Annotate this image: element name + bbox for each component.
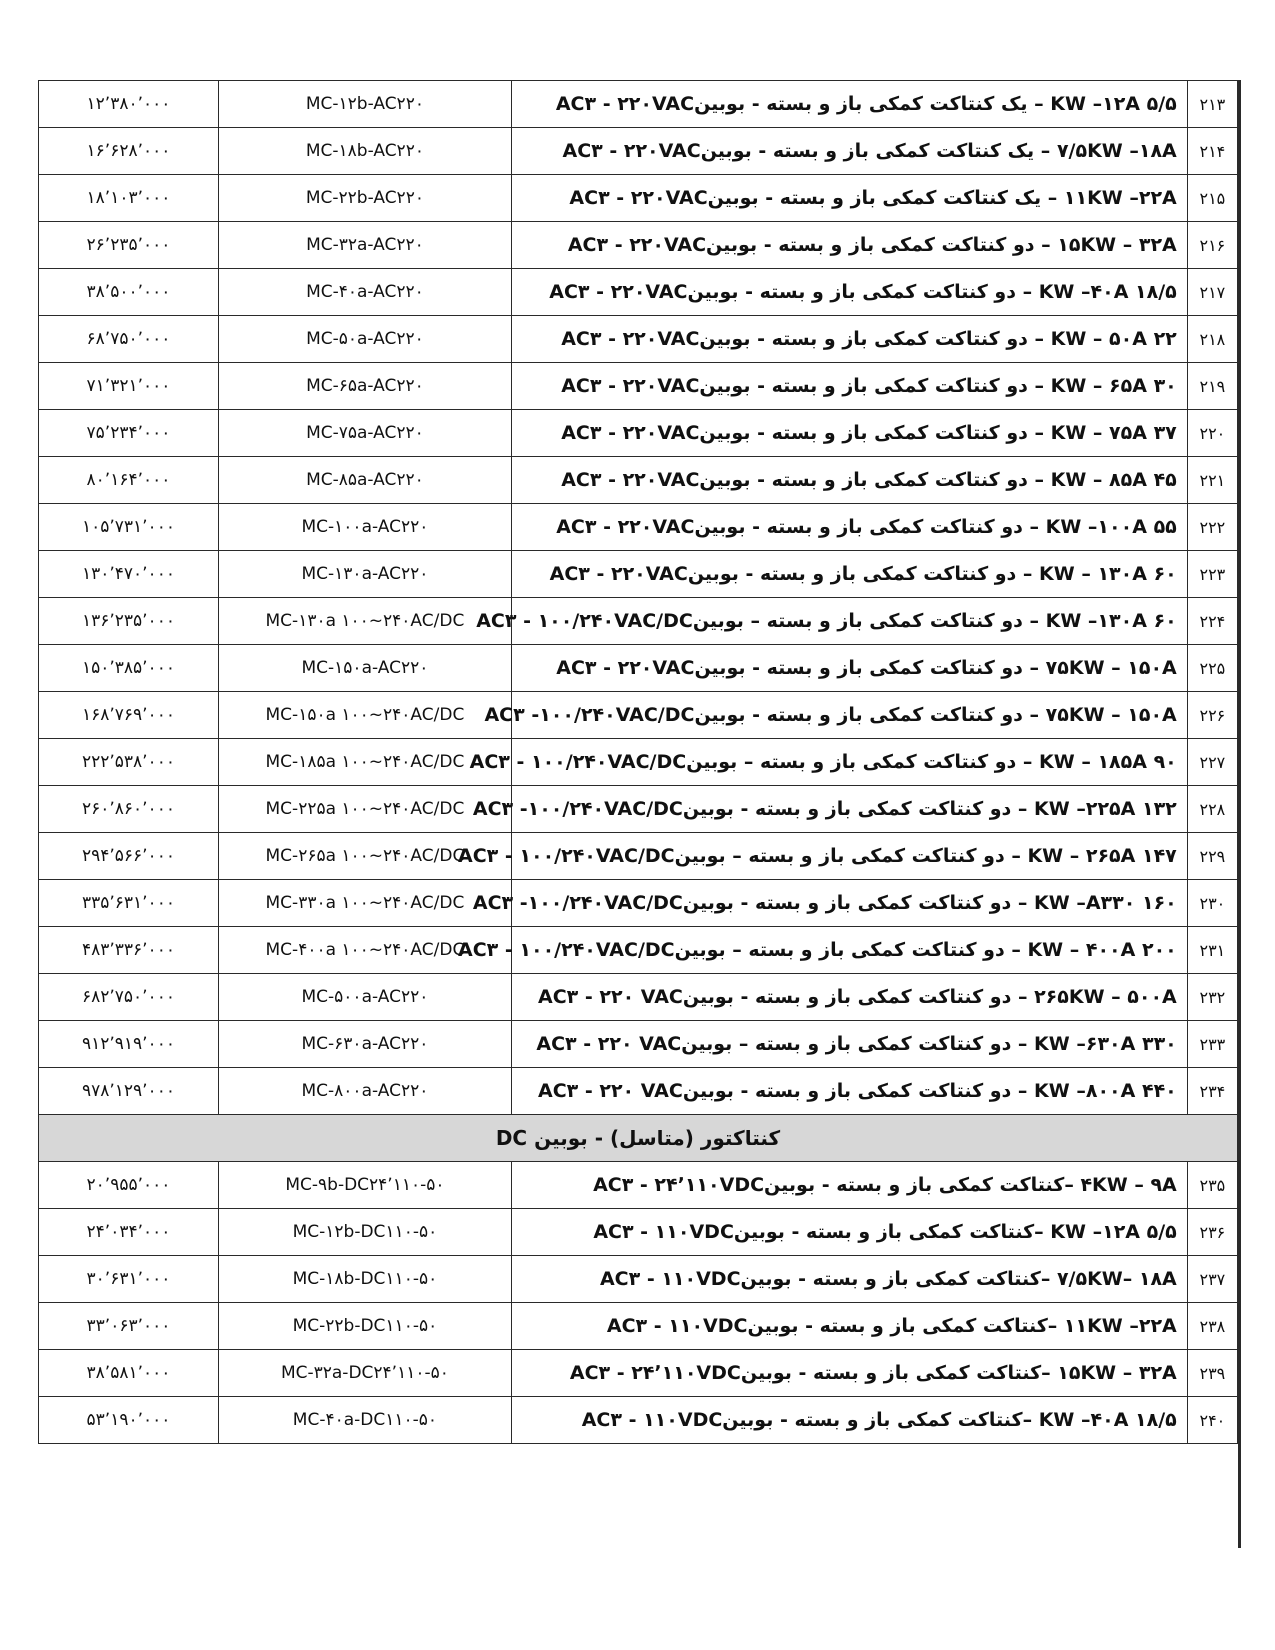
price-cell: ۳۸٬۵۰۰٬۰۰۰ xyxy=(39,269,219,316)
table-row xyxy=(39,786,1238,833)
table-section-dc xyxy=(39,1115,1238,1162)
price-cell: ۷۵٬۲۳۴٬۰۰۰ xyxy=(39,410,219,457)
model-code-cell: MC-۸۵a-AC۲۲۰ xyxy=(218,457,511,504)
row-number-cell: ۲۳۹ xyxy=(1187,1350,1237,1397)
row-number-cell: ۲۳۴ xyxy=(1187,1068,1237,1115)
model-code-cell: MC-۵۰a-AC۲۲۰ xyxy=(218,316,511,363)
table-row xyxy=(39,1397,1238,1444)
price-cell: ۲۶۰٬۸۶۰٬۰۰۰ xyxy=(39,786,219,833)
description-cell: ۱۵KW – ۳۲A –کنتاکت کمکی باز و بسته - بوبینAC۳ - ۲۴٬۱۱۰VDC xyxy=(511,1350,1187,1397)
description-cell: ۹۰ KW – ۱۸۵A – دو کنتاکت کمکی باز و بسته – بوبینAC۳ - ۱۰۰/۲۴۰VAC/DC xyxy=(511,739,1187,786)
description-cell: ۱۸/۵ KW –۴۰A –کنتاکت کمکی باز و بسته - بوبینAC۳ - ۱۱۰VDC xyxy=(511,1397,1187,1444)
model-code-cell: MC-۱۳۰a ۱۰۰~۲۴۰AC/DC xyxy=(218,598,511,645)
table-row xyxy=(39,1256,1238,1303)
table-row xyxy=(39,457,1238,504)
price-cell: ۱۶٬۶۲۸٬۰۰۰ xyxy=(39,128,219,175)
description-cell: ۲۰۰ KW – ۴۰۰A – دو کنتاکت کمکی باز و بسته – بوبینAC۳ - ۱۰۰/۲۴۰VAC/DC xyxy=(511,927,1187,974)
model-code-cell: MC-۶۳۰a-AC۲۲۰ xyxy=(218,1021,511,1068)
model-code-cell: MC-۳۲a-DC۲۴٬۱۱۰-۵۰ xyxy=(218,1350,511,1397)
row-number-cell: ۲۲۶ xyxy=(1187,692,1237,739)
description-cell: ۱۸/۵ KW –۴۰A – دو کنتاکت کمکی باز و بسته - بوبینAC۳ - ۲۲۰VAC xyxy=(511,269,1187,316)
price-cell: ۹۱۲٬۹۱۹٬۰۰۰ xyxy=(39,1021,219,1068)
price-cell: ۵۳٬۱۹۰٬۰۰۰ xyxy=(39,1397,219,1444)
table-row xyxy=(39,598,1238,645)
model-code-cell: MC-۳۳۰a ۱۰۰~۲۴۰AC/DC xyxy=(218,880,511,927)
table-row xyxy=(39,269,1238,316)
description-cell: ۷۵KW – ۱۵۰A – دو کنتاکت کمکی باز و بسته - بوبینAC۳ -۱۰۰/۲۴۰VAC/DC xyxy=(511,692,1187,739)
model-code-cell: MC-۱۲b-DC۱۱۰-۵۰ xyxy=(218,1209,511,1256)
model-code-cell: MC-۲۲۵a ۱۰۰~۲۴۰AC/DC xyxy=(218,786,511,833)
description-cell: ۲۶۵KW – ۵۰۰A – دو کنتاکت کمکی باز و بسته - بوبینAC۳ - ۲۲۰ VAC xyxy=(511,974,1187,1021)
model-code-cell: MC-۱۲b-AC۲۲۰ xyxy=(218,81,511,128)
description-cell: ۷/۵KW– ۱۸A –کنتاکت کمکی باز و بسته - بوبینAC۳ - ۱۱۰VDC xyxy=(511,1256,1187,1303)
table-row xyxy=(39,1021,1238,1068)
model-code-cell: MC-۱۵۰a-AC۲۲۰ xyxy=(218,645,511,692)
row-number-cell: ۲۱۶ xyxy=(1187,222,1237,269)
model-code-cell: MC-۷۵a-AC۲۲۰ xyxy=(218,410,511,457)
price-cell: ۳۳۵٬۶۳۱٬۰۰۰ xyxy=(39,880,219,927)
price-cell: ۶۸۲٬۷۵۰٬۰۰۰ xyxy=(39,974,219,1021)
price-cell: ۲۹۴٬۵۶۶٬۰۰۰ xyxy=(39,833,219,880)
price-list-sheet xyxy=(38,80,1238,1444)
price-cell: ۱۰۵٬۷۳۱٬۰۰۰ xyxy=(39,504,219,551)
table-row xyxy=(39,692,1238,739)
description-cell: ۵۵ KW –۱۰۰A – دو کنتاکت کمکی باز و بسته - بوبینAC۳ - ۲۲۰VAC xyxy=(511,504,1187,551)
table-row xyxy=(39,1350,1238,1397)
description-cell: ۵/۵ KW –۱۲A – یک کنتاکت کمکی باز و بسته - بوبینAC۳ - ۲۲۰VAC xyxy=(511,81,1187,128)
price-cell: ۷۱٬۳۲۱٬۰۰۰ xyxy=(39,363,219,410)
description-cell: ۵/۵ KW –۱۲A –کنتاکت کمکی باز و بسته - بوبینAC۳ - ۱۱۰VDC xyxy=(511,1209,1187,1256)
row-number-cell: ۲۳۳ xyxy=(1187,1021,1237,1068)
row-number-cell: ۲۳۲ xyxy=(1187,974,1237,1021)
table-row xyxy=(39,128,1238,175)
price-cell: ۸۰٬۱۶۴٬۰۰۰ xyxy=(39,457,219,504)
description-cell: ۶۰ KW – ۱۳۰A – دو کنتاکت کمکی باز و بسته - بوبینAC۳ - ۲۲۰VAC xyxy=(511,551,1187,598)
row-number-cell: ۲۱۴ xyxy=(1187,128,1237,175)
row-number-cell: ۲۴۰ xyxy=(1187,1397,1237,1444)
model-code-cell: MC-۱۵۰a ۱۰۰~۲۴۰AC/DC xyxy=(218,692,511,739)
price-cell: ۱۵۰٬۳۸۵٬۰۰۰ xyxy=(39,645,219,692)
description-cell: ۱۶۰ KW –A۳۳۰ – دو کنتاکت کمکی باز و بسته - بوبینAC۳ -۱۰۰/۲۴۰VAC/DC xyxy=(511,880,1187,927)
price-cell: ۳۰٬۶۳۱٬۰۰۰ xyxy=(39,1256,219,1303)
row-number-cell: ۲۱۳ xyxy=(1187,81,1237,128)
table-row xyxy=(39,222,1238,269)
price-cell: ۳۳٬۰۶۳٬۰۰۰ xyxy=(39,1303,219,1350)
row-number-cell: ۲۳۵ xyxy=(1187,1162,1237,1209)
description-cell: ۳۰ KW – ۶۵A – دو کنتاکت کمکی باز و بسته - بوبینAC۳ - ۲۲۰VAC xyxy=(511,363,1187,410)
row-number-cell: ۲۳۸ xyxy=(1187,1303,1237,1350)
row-number-cell: ۲۱۷ xyxy=(1187,269,1237,316)
price-cell: ۱۶۸٬۷۶۹٬۰۰۰ xyxy=(39,692,219,739)
price-cell: ۲۶٬۲۳۵٬۰۰۰ xyxy=(39,222,219,269)
price-cell: ۱۸٬۱۰۳٬۰۰۰ xyxy=(39,175,219,222)
section-title: کنتاکتور (متاسل) - بوبین DC xyxy=(39,1115,1238,1162)
model-code-cell: MC-۱۳۰a-AC۲۲۰ xyxy=(218,551,511,598)
description-cell: ۱۴۷ KW – ۲۶۵A – دو کنتاکت کمکی باز و بسته – بوبینAC۳ - ۱۰۰/۲۴۰VAC/DC xyxy=(511,833,1187,880)
row-number-cell: ۲۳۶ xyxy=(1187,1209,1237,1256)
description-cell: ۴۴۰ KW –۸۰۰A – دو کنتاکت کمکی باز و بسته - بوبینAC۳ - ۲۲۰ VAC xyxy=(511,1068,1187,1115)
row-number-cell: ۲۲۷ xyxy=(1187,739,1237,786)
table-body-dc xyxy=(39,1162,1238,1444)
row-number-cell: ۲۲۰ xyxy=(1187,410,1237,457)
description-cell: ۴KW – ۹A –کنتاکت کمکی باز و بسته - بوبینAC۳ - ۲۴٬۱۱۰VDC xyxy=(511,1162,1187,1209)
description-cell: ۷۵KW – ۱۵۰A – دو کنتاکت کمکی باز و بسته - بوبینAC۳ - ۲۲۰VAC xyxy=(511,645,1187,692)
description-cell: ۱۱KW –۲۲A – یک کنتاکت کمکی باز و بسته - بوبینAC۳ - ۲۲۰VAC xyxy=(511,175,1187,222)
table-row xyxy=(39,81,1238,128)
model-code-cell: MC-۱۰۰a-AC۲۲۰ xyxy=(218,504,511,551)
section-header-row xyxy=(39,1115,1238,1162)
model-code-cell: MC-۱۸b-AC۲۲۰ xyxy=(218,128,511,175)
price-cell: ۴۸۳٬۳۳۶٬۰۰۰ xyxy=(39,927,219,974)
table-row xyxy=(39,1303,1238,1350)
model-code-cell: MC-۸۰۰a-AC۲۲۰ xyxy=(218,1068,511,1115)
model-code-cell: MC-۶۵a-AC۲۲۰ xyxy=(218,363,511,410)
table-body-ac xyxy=(39,81,1238,1115)
description-cell: ۴۵ KW – ۸۵A – دو کنتاکت کمکی باز و بسته - بوبینAC۳ - ۲۲۰VAC xyxy=(511,457,1187,504)
row-number-cell: ۲۲۲ xyxy=(1187,504,1237,551)
description-cell: ۱۱KW –۲۲A –کنتاکت کمکی باز و بسته - بوبینAC۳ - ۱۱۰VDC xyxy=(511,1303,1187,1350)
model-code-cell: MC-۴۰a-DC۱۱۰-۵۰ xyxy=(218,1397,511,1444)
model-code-cell: MC-۲۶۵a ۱۰۰~۲۴۰AC/DC xyxy=(218,833,511,880)
table-row xyxy=(39,833,1238,880)
table-row xyxy=(39,551,1238,598)
price-cell: ۳۸٬۵۸۱٬۰۰۰ xyxy=(39,1350,219,1397)
model-code-cell: MC-۵۰۰a-AC۲۲۰ xyxy=(218,974,511,1021)
row-number-cell: ۲۲۳ xyxy=(1187,551,1237,598)
table-row xyxy=(39,175,1238,222)
description-cell: ۳۳۰ KW –۶۳۰A – دو کنتاکت کمکی باز و بسته – بوبینAC۳ - ۲۲۰ VAC xyxy=(511,1021,1187,1068)
row-number-cell: ۲۲۴ xyxy=(1187,598,1237,645)
table-row xyxy=(39,1068,1238,1115)
row-number-cell: ۲۱۸ xyxy=(1187,316,1237,363)
price-cell: ۶۸٬۷۵۰٬۰۰۰ xyxy=(39,316,219,363)
model-code-cell: MC-۲۲b-DC۱۱۰-۵۰ xyxy=(218,1303,511,1350)
model-code-cell: MC-۴۰a-AC۲۲۰ xyxy=(218,269,511,316)
table-row xyxy=(39,1209,1238,1256)
row-number-cell: ۲۱۵ xyxy=(1187,175,1237,222)
description-cell: ۱۳۲ KW –۲۲۵A – دو کنتاکت کمکی باز و بسته - بوبینAC۳ -۱۰۰/۲۴۰VAC/DC xyxy=(511,786,1187,833)
row-number-cell: ۲۲۵ xyxy=(1187,645,1237,692)
table-row xyxy=(39,316,1238,363)
table-row xyxy=(39,1162,1238,1209)
row-number-cell: ۲۲۱ xyxy=(1187,457,1237,504)
table-row xyxy=(39,927,1238,974)
table-row xyxy=(39,504,1238,551)
description-cell: ۱۵KW – ۳۲A – دو کنتاکت کمکی باز و بسته - بوبینAC۳ - ۲۲۰VAC xyxy=(511,222,1187,269)
model-code-cell: MC-۲۲b-AC۲۲۰ xyxy=(218,175,511,222)
price-cell: ۲۲۲٬۵۳۸٬۰۰۰ xyxy=(39,739,219,786)
price-cell: ۱۳۰٬۴۷۰٬۰۰۰ xyxy=(39,551,219,598)
table-right-border xyxy=(1238,80,1241,1548)
row-number-cell: ۲۳۱ xyxy=(1187,927,1237,974)
price-cell: ۲۰٬۹۵۵٬۰۰۰ xyxy=(39,1162,219,1209)
table-row xyxy=(39,410,1238,457)
description-cell: ۳۷ KW – ۷۵A – دو کنتاکت کمکی باز و بسته - بوبینAC۳ - ۲۲۰VAC xyxy=(511,410,1187,457)
table-row xyxy=(39,974,1238,1021)
table-row xyxy=(39,739,1238,786)
price-cell: ۲۴٬۰۳۴٬۰۰۰ xyxy=(39,1209,219,1256)
description-cell: ۲۲ KW – ۵۰A – دو کنتاکت کمکی باز و بسته - بوبینAC۳ - ۲۲۰VAC xyxy=(511,316,1187,363)
model-code-cell: MC-۴۰۰a ۱۰۰~۲۴۰AC/DC xyxy=(218,927,511,974)
table-row xyxy=(39,880,1238,927)
model-code-cell: MC-۱۸۵a ۱۰۰~۲۴۰AC/DC xyxy=(218,739,511,786)
model-code-cell: MC-۱۸b-DC۱۱۰-۵۰ xyxy=(218,1256,511,1303)
price-cell: ۱۲٬۳۸۰٬۰۰۰ xyxy=(39,81,219,128)
price-table xyxy=(38,80,1238,1444)
price-cell: ۹۷۸٬۱۲۹٬۰۰۰ xyxy=(39,1068,219,1115)
row-number-cell: ۲۳۷ xyxy=(1187,1256,1237,1303)
row-number-cell: ۲۳۰ xyxy=(1187,880,1237,927)
model-code-cell: MC-۳۲a-AC۲۲۰ xyxy=(218,222,511,269)
row-number-cell: ۲۱۹ xyxy=(1187,363,1237,410)
table-row xyxy=(39,363,1238,410)
row-number-cell: ۲۲۹ xyxy=(1187,833,1237,880)
table-row xyxy=(39,645,1238,692)
row-number-cell: ۲۲۸ xyxy=(1187,786,1237,833)
price-cell: ۱۳۶٬۲۳۵٬۰۰۰ xyxy=(39,598,219,645)
description-cell: ۷/۵KW –۱۸A – یک کنتاکت کمکی باز و بسته - بوبینAC۳ - ۲۲۰VAC xyxy=(511,128,1187,175)
model-code-cell: MC-۹b-DC۲۴٬۱۱۰-۵۰ xyxy=(218,1162,511,1209)
description-cell: ۶۰ KW –۱۳۰A – دو کنتاکت کمکی باز و بسته – بوبینAC۳ - ۱۰۰/۲۴۰VAC/DC xyxy=(511,598,1187,645)
